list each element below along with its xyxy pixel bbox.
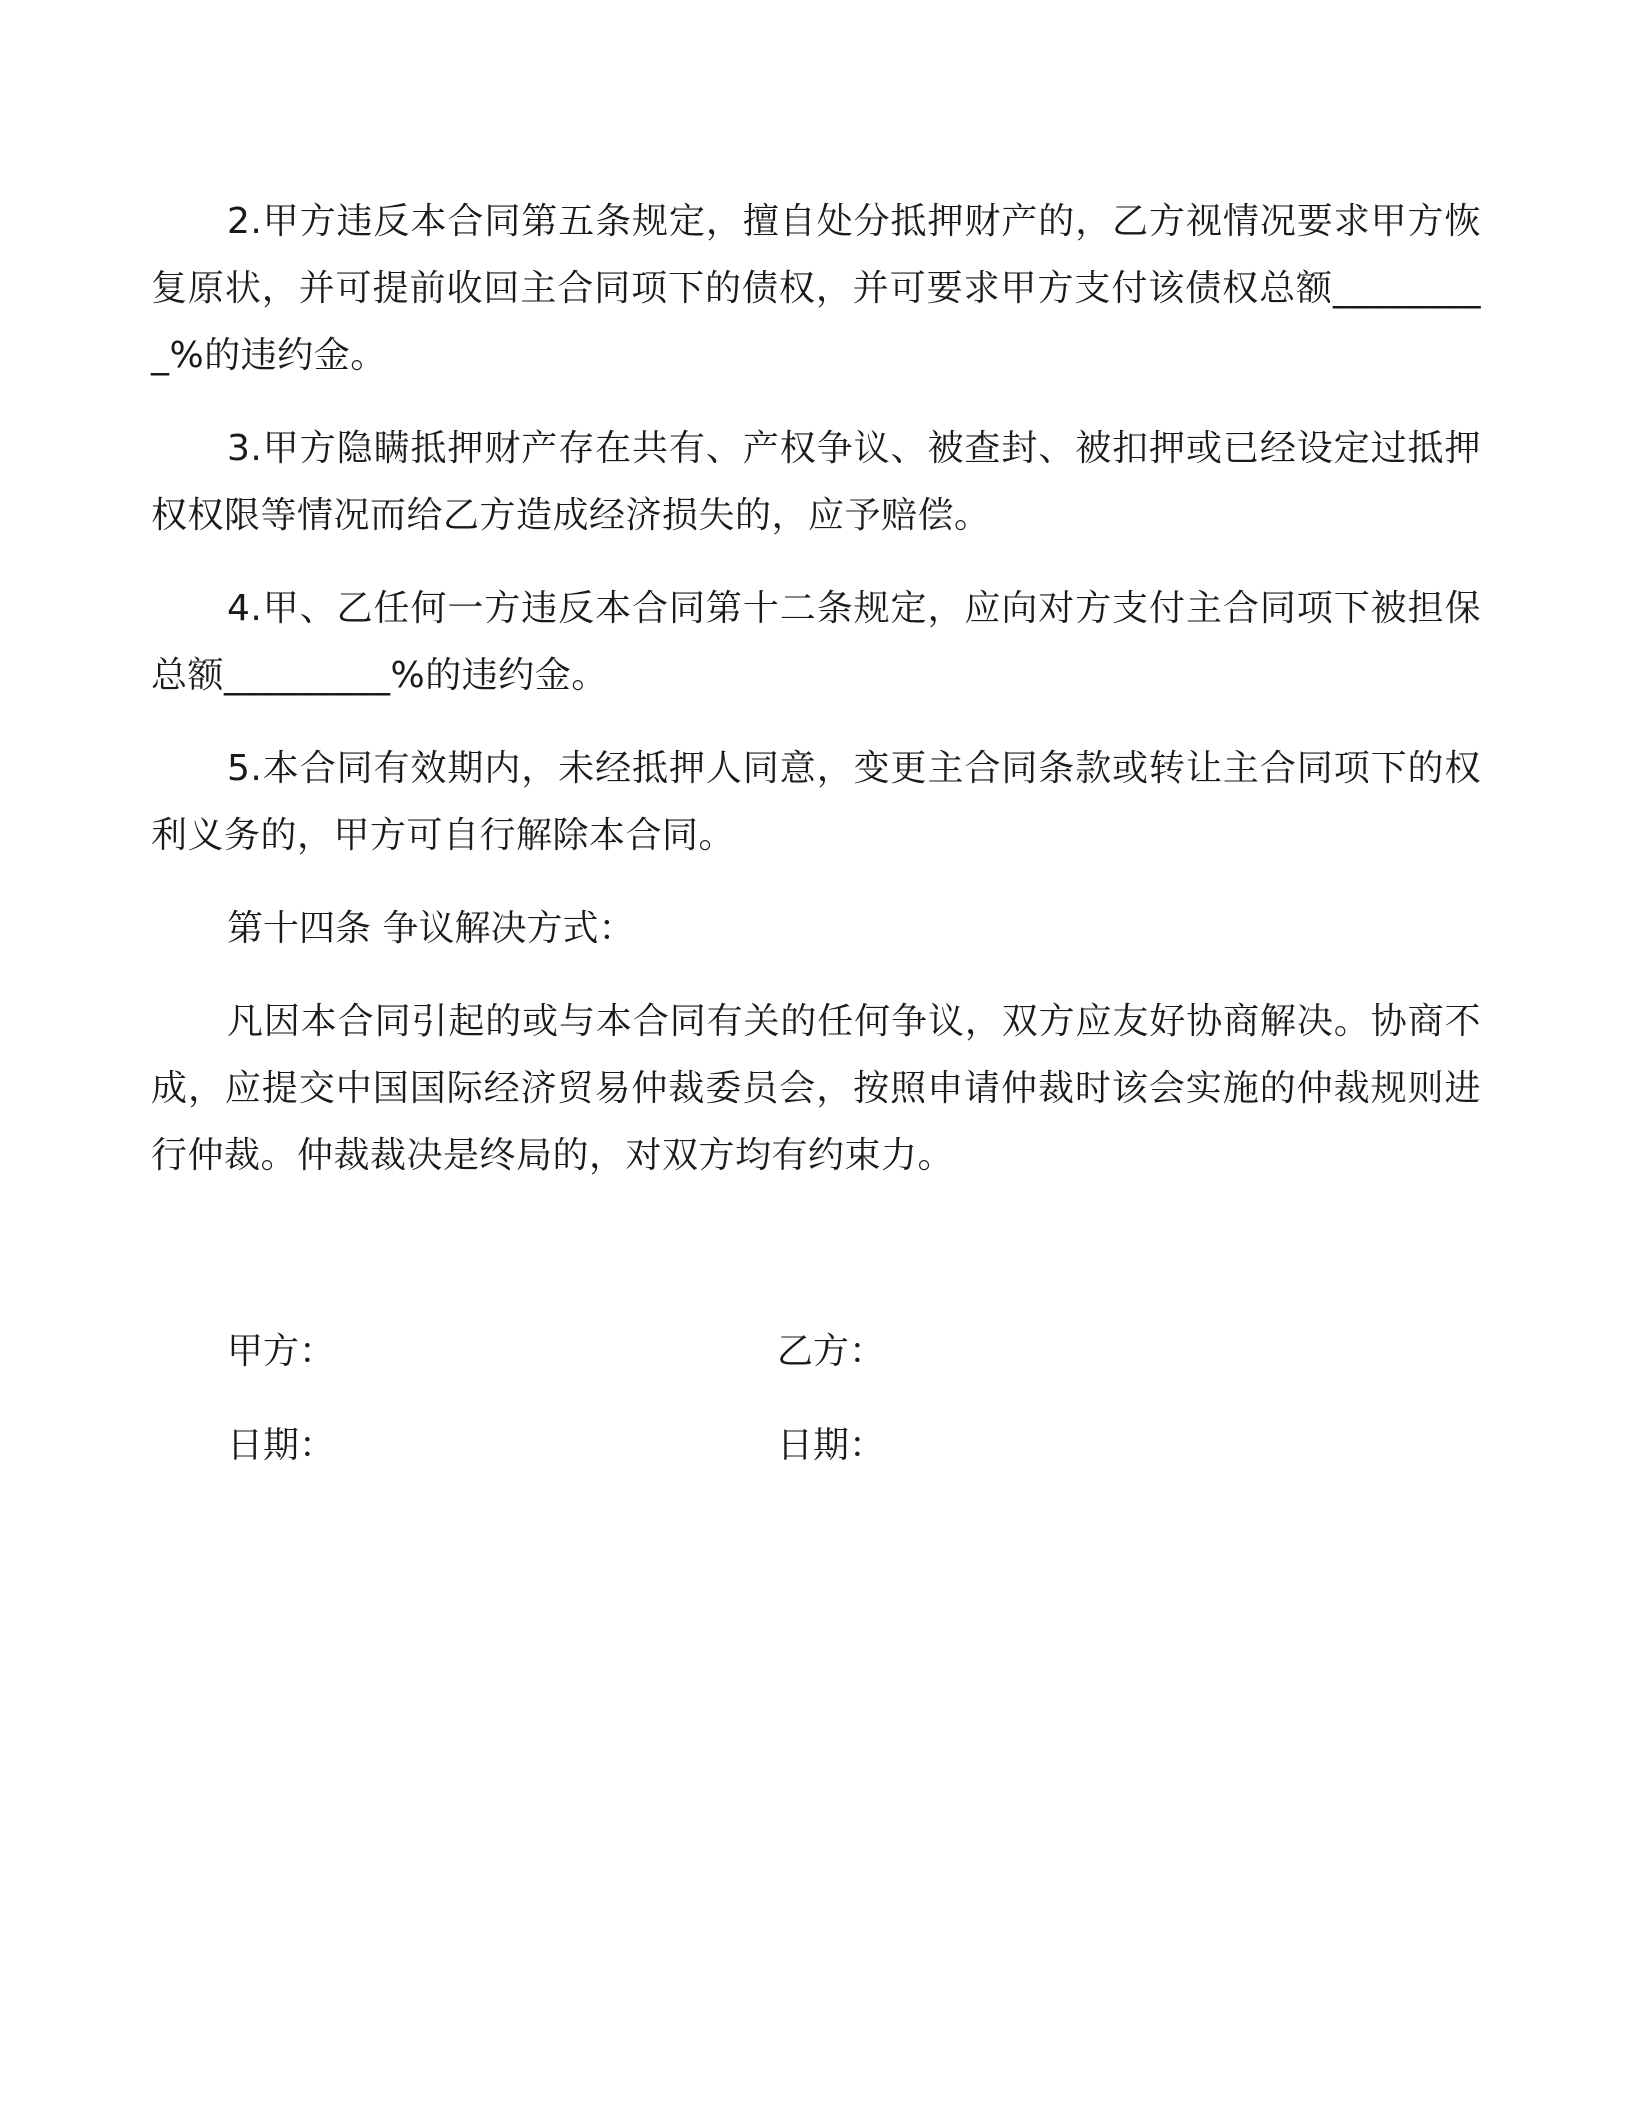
signature-party-row bbox=[227, 1318, 1327, 1412]
party-b-label: 乙方： bbox=[777, 1331, 886, 1372]
party-a-label: 甲方： bbox=[227, 1331, 336, 1372]
clause-2: 2.甲方违反本合同第五条规定，擅自处分抵押财产的，乙方视情况要求甲方恢复原状，并可提前收回主合同项下的债权，并可要求甲方支付该债权总额_________%的违约金。 bbox=[151, 201, 1481, 376]
signature-date-row bbox=[227, 1412, 1327, 1506]
article-14-body: 凡因本合同引起的或与本合同有关的任何争议，双方应友好协商解决。协商不成，应提交中国国际经济贸易仲裁委员会，按照申请仲裁时该会实施的仲裁规则进行仲裁。仲裁裁决是终局的，对双方均有约束力。 bbox=[151, 1001, 1481, 1176]
clause-3: 3.甲方隐瞒抵押财产存在共有、产权争议、被查封、被扣押或已经设定过抵押权权限等情况而给乙方造成经济损失的，应予赔偿。 bbox=[151, 428, 1481, 536]
date-b-label: 日期： bbox=[777, 1425, 886, 1466]
document-body bbox=[151, 188, 1481, 1215]
signature-block bbox=[227, 1318, 1327, 1506]
clause-4: 4.甲、乙任何一方违反本合同第十二条规定，应向对方支付主合同项下被担保总额_________%的违约金。 bbox=[151, 588, 1481, 696]
date-a-label: 日期： bbox=[227, 1425, 336, 1466]
clause-5: 5.本合同有效期内，未经抵押人同意，变更主合同条款或转让主合同项下的权利义务的，甲方可自行解除本合同。 bbox=[151, 748, 1481, 856]
article-14-heading: 第十四条 争议解决方式： bbox=[227, 908, 635, 949]
